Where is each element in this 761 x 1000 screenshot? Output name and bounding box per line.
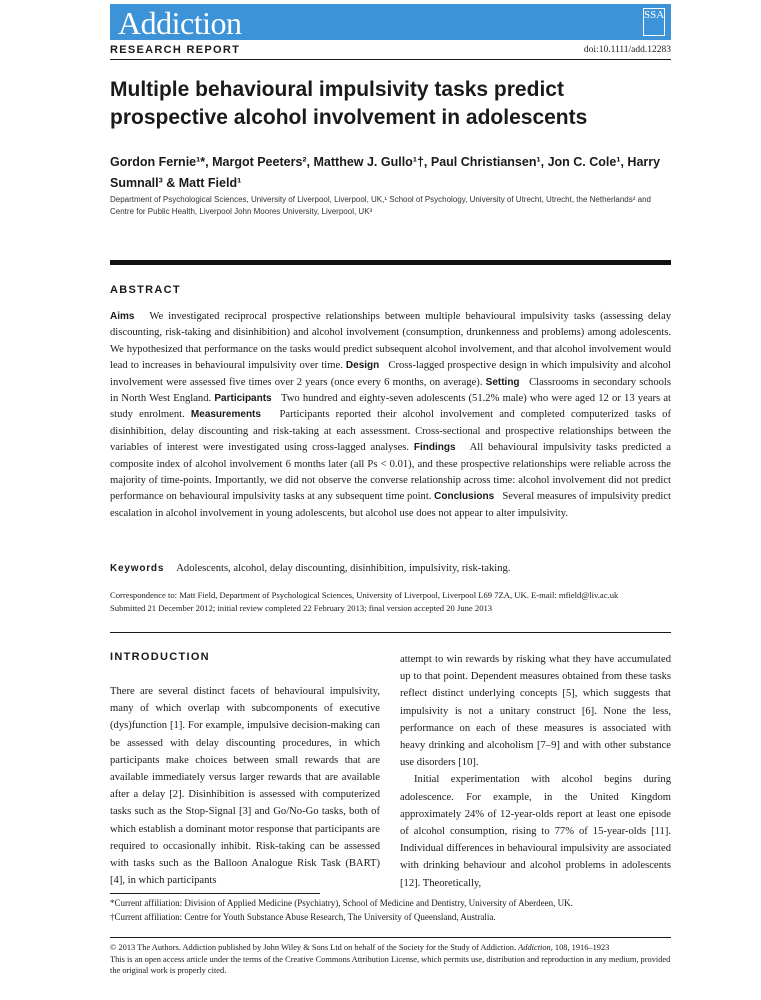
participants-text: Two hundred and eighty-seven adolescents (51.2% male) who were aged 12 or 13 years at study enrolment. — [110, 393, 671, 421]
participants-label: Participants — [214, 393, 272, 405]
footnote-rule — [110, 893, 320, 894]
setting-text: Classrooms in secondary schools in North West England. — [110, 376, 672, 405]
copyright-text: © 2013 The Authors. Addiction published by John Wiley & Sons Ltd on behalf of the Society for the Study of Addiction. — [110, 943, 517, 952]
conclusions-label: Conclusions — [434, 491, 495, 503]
society-logo-icon: SSA — [643, 8, 665, 36]
introduction-heading: INTRODUCTION — [110, 651, 210, 663]
footer-rule — [110, 937, 671, 938]
journal-citation-name: Addiction — [518, 943, 551, 952]
aims-text: We investigated reciprocal prospective relationships between multiple behavioural impulsivity tasks (assessing delay discounting, risk-taking and disinhibition) and alcohol involvement (consumption, drunkenness and problems) among adolescents. We hypothesized that performance on the tasks would predict subsequent alcohol involvement, and that alcohol involvement would lead to increases in behavioural impulsivity over time. — [110, 311, 671, 372]
copyright-notice — [110, 942, 671, 977]
copyright-line — [110, 942, 671, 954]
footnote-2: †Current affiliation: Centre for Youth Substance Abuse Research, The University of Queensland, Australia. — [110, 912, 496, 922]
intro-paragraph-1: There are several distinct facets of behavioural impulsivity, many of which overlap with subcomponents of executive (dys)function [1]. For example, impulsive decision-making can be assessed with delay discounting procedures, in which participants make choices between small rewards that are available immediately versus larger rewards that are available after a delay [2]. Disinhibition is assessed with computerized tasks such as the Stop-Signal [3] and Go/No-Go tasks, both of which establish a dominant motor response that participants are required to occasionally inhibit. Risk-taking can be assessed with tasks such as the Balloon Analogue Risk Task (BART) [4], in which participants — [110, 686, 380, 887]
measurements-text: Participants reported their alcohol involvement and completed computerized tasks of disinhibition, delay discounting and risk-taking at each assessment. Cross-sectional and prospective relationships between the variables of interest were investigated using cross-lagged analyses. — [110, 409, 672, 454]
footnotes — [110, 896, 671, 924]
article-title: Multiple behavioural impulsivity tasks predict prospective alcohol involvement in adolescents — [110, 78, 588, 129]
aims-label: Aims — [110, 311, 135, 322]
intro-paragraph-1-continued: attempt to win rewards by risking what they have accumulated up to that point. Dependent measures obtained from these tasks reflect distinct underlying concepts [5], which suggests that impulsivity is not a unitary construct [6]. None the less, performance on each of these measures is associated with heavy drinking and alcoholism [7–9] and with other substance use disorders [10]. — [400, 654, 671, 769]
header-rule — [110, 59, 671, 60]
section-rule — [110, 632, 671, 633]
body-column-left — [110, 683, 380, 889]
abstract-heading: ABSTRACT — [110, 284, 181, 296]
correspondence — [110, 589, 671, 615]
journal-name: Addiction — [118, 5, 242, 41]
doi[interactable]: doi:10.1111/add.12283 — [583, 45, 671, 55]
affiliations: Department of Psychological Sciences, University of Liverpool, Liverpool, UK,¹ School of Psychology, University of Utrecht, Utrecht, the Netherlands² and Centre for Public Health, Liverpool John Moores University, Liverpool, UK³ — [110, 195, 651, 216]
design-label: Design — [345, 360, 380, 372]
conclusions-text: Several measures of impulsivity predict escalation in alcohol involvement in young adolescents, but alcohol use does not appear to alter impulsivity. — [110, 491, 672, 519]
body-column-right — [400, 651, 671, 892]
section-divider — [110, 260, 671, 265]
abstract-body — [110, 309, 671, 522]
citation-volume-pages: , 108, 1916–1923 — [550, 943, 610, 952]
intro-paragraph-2: Initial experimentation with alcohol begins during adolescence. For example, in the United Kingdom approximately 24% of 12-year-olds report at least one episode of alcohol consumption, rising to 77% of 15-year-olds [11]. Individual differences in behavioural impulsivity are associated with drinking behaviour and alcohol problems in adolescents [12]. Theoretically, — [400, 774, 671, 889]
author-list: Gordon Fernie¹*, Margot Peeters², Matthew J. Gullo¹†, Paul Christiansen¹, Jon C. Cole¹, Harry Sumnall³ & Matt Field¹ — [110, 155, 661, 190]
footnote-1: *Current affiliation: Division of Applied Medicine (Psychiatry), School of Medicine and Dentistry, University of Aberdeen, UK. — [110, 898, 573, 908]
keywords — [110, 563, 671, 574]
findings-text: All behavioural impulsivity tasks predicted a composite index of alcohol involvement 6 months later (all Ps < 0.01), and these prospective relationships were reliable across the majority of time-points. Importantly, we did not observe the converse relationship across time: alcohol involvement did not predict performance on behavioural impulsivity tasks at any subsequent time point. — [110, 442, 671, 503]
design-text: Cross-lagged prospective design in which impulsivity and alcohol involvement were assessed five times over 2 years (once every 6 months, on average). — [110, 360, 671, 388]
keywords-text: Adolescents, alcohol, delay discounting, disinhibition, impulsivity, risk-taking. — [176, 563, 511, 574]
journal-banner — [110, 4, 671, 40]
setting-label: Setting — [485, 376, 520, 388]
article-type: RESEARCH REPORT — [110, 44, 241, 56]
measurements-label: Measurements — [190, 409, 261, 421]
license-text: This is an open access article under the terms of the Creative Commons Attribution License, which permits use, distribution and reproduction in any medium, provided the original work is properly cited. — [110, 954, 671, 976]
findings-label: Findings — [413, 442, 456, 454]
correspondence-line: Correspondence to: Matt Field, Department of Psychological Sciences, University of Liverpool, Liverpool L69 7ZA, UK. E-mail: mfield@liv.ac.uk — [110, 590, 619, 600]
keywords-label: Keywords — [110, 563, 165, 574]
submission-dates: Submitted 21 December 2012; initial review completed 22 February 2013; final version accepted 20 June 2013 — [110, 603, 493, 613]
